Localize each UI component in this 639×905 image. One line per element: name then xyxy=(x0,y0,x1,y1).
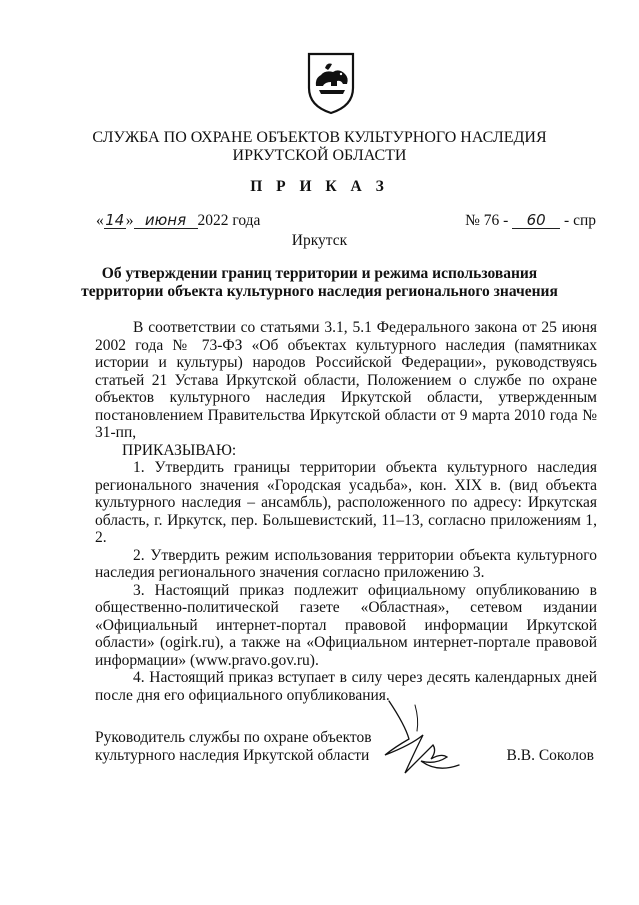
document-type: П Р И К А З xyxy=(250,178,389,195)
number-suffix: - спр xyxy=(564,212,596,229)
date-quote-close: » xyxy=(125,212,134,229)
document-date xyxy=(96,212,260,230)
signer-name: В.В. Соколов xyxy=(506,747,594,764)
number-value: 60 xyxy=(512,212,560,229)
org-line-1: СЛУЖБА ПО ОХРАНЕ ОБЪЕКТОВ КУЛЬТУРНОГО НАСЛЕДИЯ xyxy=(92,129,547,146)
number-prefix: № 76 - xyxy=(465,212,509,229)
signer-position xyxy=(95,729,372,765)
date-month: июня xyxy=(134,212,198,229)
order-item-3: 3. Настоящий приказ подлежит официальному опубликованию в общественно-политической газете «Областная», сетевом издании «Официальный интернет-портал правовой информации Иркутской области» (ogirk.ru), а также на «Официальном интернет-портале правовой информации» (www.pravo.gov.ru). xyxy=(95,581,597,669)
organization-name xyxy=(0,129,639,165)
date-quote-open: « xyxy=(96,212,104,229)
handwritten-signature xyxy=(375,695,465,785)
document-city: Иркутск xyxy=(291,232,348,249)
document-number xyxy=(465,212,596,230)
date-day: 14 xyxy=(105,211,125,229)
subject-line-1: Об утверждении границ территории и режима использования xyxy=(101,265,538,282)
document-body xyxy=(95,319,597,704)
order-item-1: 1. Утвердить границы территории объекта культурного наследия регионального значения «Городская усадьба», кон. XIX в. (вид объекта культурного наследия – ансамбль), расположенного по адресу: Иркутская область, г. Иркутск, пер. Большевистский, 11–13, согласно приложениям 1, 2. xyxy=(95,459,597,546)
order-item-4: 4. Настоящий приказ вступает в силу через десять календарных дней после дня его официального опубликования. xyxy=(95,669,597,704)
order-word: ПРИКАЗЫВАЮ: xyxy=(122,441,237,459)
date-year: 2022 года xyxy=(197,212,261,229)
org-line-2: ИРКУТСКОЙ ОБЛАСТИ xyxy=(232,147,407,164)
document-subject xyxy=(0,265,639,301)
signer-position-line-1: Руководитель службы по охране объектов xyxy=(95,729,372,746)
coat-of-arms-emblem xyxy=(303,50,359,116)
preamble-paragraph: В соответствии со статьями 3.1, 5.1 Федерального закона от 25 июня 2002 года № 73-ФЗ «Об объектах культурного наследия (памятниках истории и культуры) народов Российской Федерации», руководствуясь статьей 21 Устава Иркутской области, Положением о службе по охране объектов культурного наследия Иркутской области, утвержденным постановлением Правительства Иркутской области от 9 марта 2010 года № 31-пп, xyxy=(95,319,597,441)
order-item-2: 2. Утвердить режим использования территории объекта культурного наследия регионального значения согласно приложению 3. xyxy=(95,546,597,581)
signer-position-line-2: культурного наследия Иркутской области xyxy=(95,747,370,764)
subject-line-2: территории объекта культурного наследия регионального значения xyxy=(81,283,558,300)
